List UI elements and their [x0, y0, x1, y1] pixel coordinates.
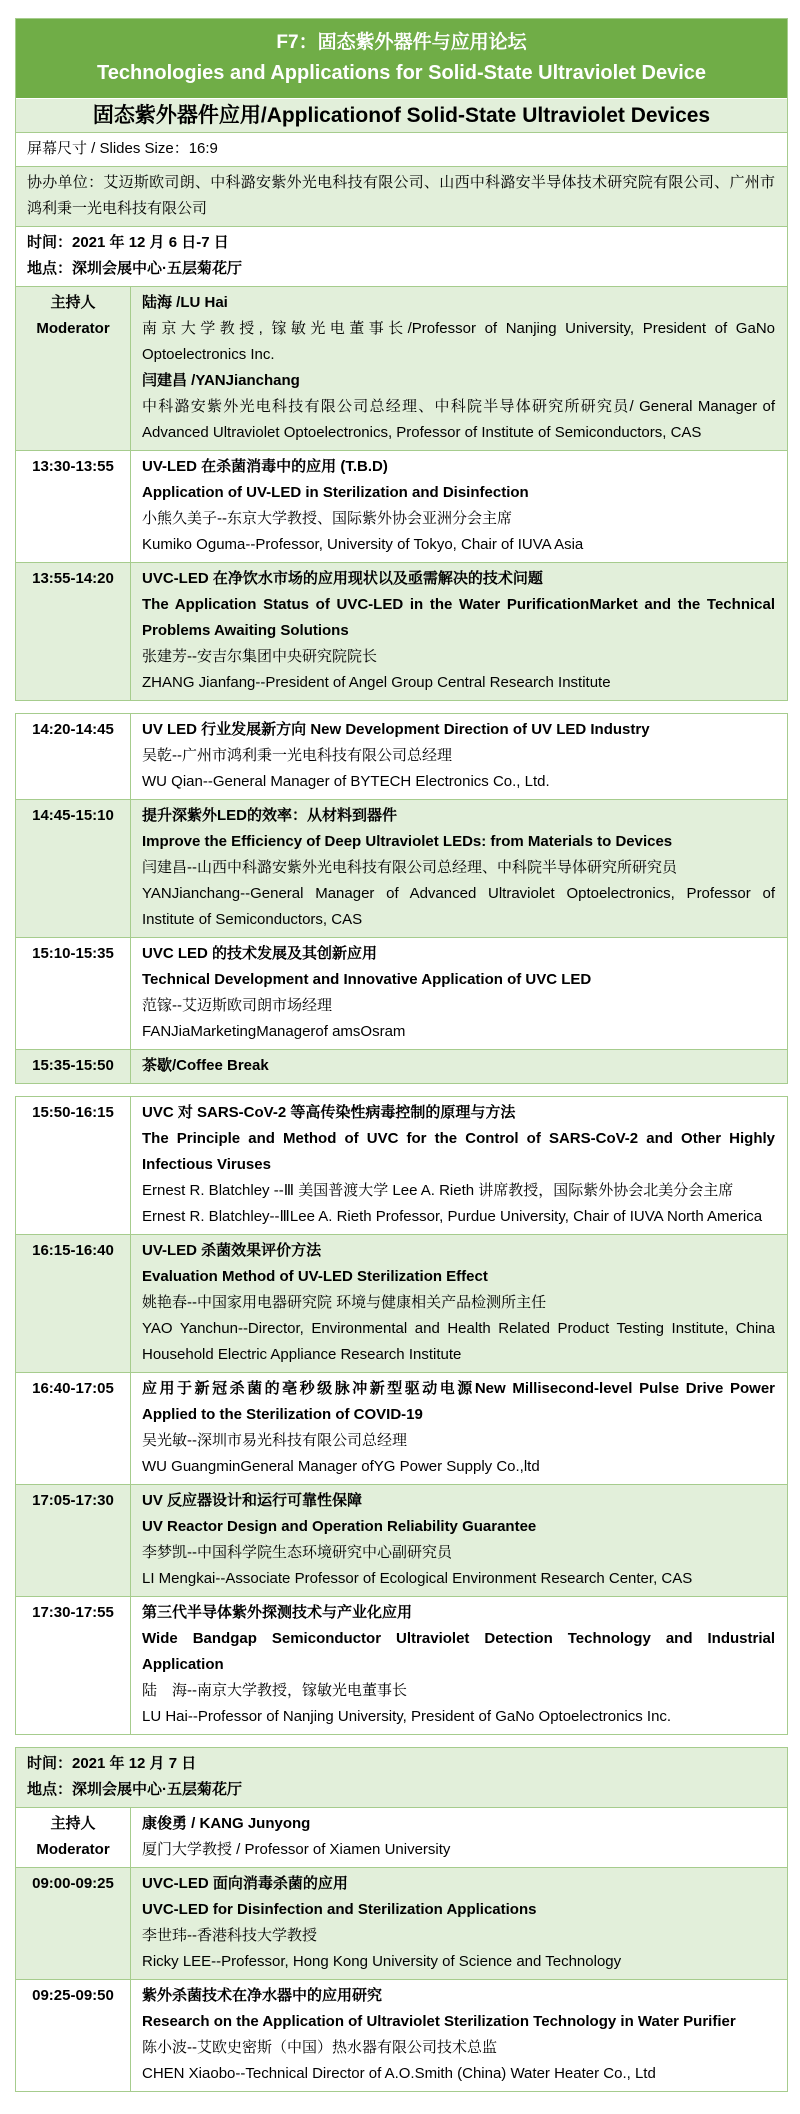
session-time	[16, 1050, 131, 1083]
session-row-16151640	[16, 1234, 787, 1372]
session-time-line: 13:55-14:20	[32, 570, 114, 587]
session-row-14201445	[16, 714, 787, 799]
session-content	[131, 1373, 787, 1484]
session-title-line: 第三代半导体紫外探测技术与产业化应用	[142, 1604, 413, 1621]
session-title-line: Technical Development and Innovative Application of UVC LED	[142, 971, 592, 988]
session-title-line: 紫外杀菌技术在净水器中的应用研究	[142, 1987, 383, 2004]
session-title-line: UV 反应器设计和运行可靠性保障	[142, 1492, 363, 1509]
session-content	[131, 1808, 787, 1867]
session-subtitle: 固态紫外器件应用/Applicationof Solid-State Ultraviolet Devices	[16, 98, 787, 132]
session-text-line: Ricky LEE--Professor, Hong Kong University of Science and Technology	[142, 1953, 622, 1970]
session-time-line: 14:20-14:45	[32, 721, 114, 738]
session-content	[131, 800, 787, 937]
session-time	[16, 563, 131, 700]
session-text-line: 中科潞安紫外光电科技有限公司总经理、中科院半导体研究所研究员/ General Manager of Advanced Ultraviolet Optoelectronics, Professor of Institute of Semiconductors, CAS	[142, 398, 775, 441]
session-content	[131, 1980, 787, 2091]
session-text-line: Ernest R. Blatchley --Ⅲ 美国普渡大学 Lee A. Rieth 讲席教授，国际紫外协会北美分会主席	[142, 1182, 734, 1199]
session-title-line: UVC-LED 面向消毒杀菌的应用	[142, 1875, 348, 1892]
session-title-line: 茶歇/Coffee Break	[142, 1057, 269, 1074]
session-content	[131, 1868, 787, 1979]
session-text-line: YANJianchang--General Manager of Advanced Ultraviolet Optoelectronics, Professor of Institute of Semiconductors, CAS	[142, 885, 775, 928]
session-time-line: 17:30-17:55	[32, 1604, 114, 1621]
session-title-line: UV Reactor Design and Operation Reliability Guarantee	[142, 1518, 537, 1535]
session-text-line: 南京大学教授, 镓敏光电董事长/Professor of Nanjing University, President of GaNo Optoelectronics Inc.	[142, 320, 775, 363]
session-text-line: 协办单位：艾迈斯欧司朗、中科潞安紫外光电科技有限公司、山西中科潞安半导体技术研究院有限公司、广州市鸿利秉一光电科技有限公司	[27, 174, 775, 217]
session-time	[16, 1097, 131, 1234]
session-title-line: 陆海 /LU Hai	[142, 294, 228, 311]
session-title-line: 地点：深圳会展中心·五层菊花厅	[27, 260, 242, 277]
session-title-line: UVC 对 SARS-CoV-2 等高传染性病毒控制的原理与方法	[142, 1104, 516, 1121]
info-row	[16, 166, 787, 226]
session-text-line: 屏幕尺寸 / Slides Size：16:9	[27, 140, 218, 157]
session-title-line: UV-LED 在杀菌消毒中的应用 (T.B.D)	[142, 458, 388, 475]
session-time	[16, 1235, 131, 1372]
session-row-15351550	[16, 1049, 787, 1083]
session-title-line: 时间：2021 年 12 月 6 日-7 日	[27, 234, 229, 251]
session-time	[16, 287, 131, 450]
session-title-line: UVC LED 的技术发展及其创新应用	[142, 945, 378, 962]
forum-title-en: Technologies and Applications for Solid-State Ultraviolet Device	[97, 62, 706, 84]
session-title-line: 应用于新冠杀菌的亳秒级脉冲新型驱动电源New Millisecond-level Pulse Drive Power Applied to the Sterilization of COVID-19	[142, 1380, 775, 1423]
session-title-line: Wide Bandgap Semiconductor Ultraviolet Detection Technology and Industrial Application	[142, 1630, 775, 1673]
session-content	[131, 1235, 787, 1372]
session-text-line: ZHANG Jianfang--President of Angel Group Central Research Institute	[142, 674, 611, 691]
info-row	[16, 226, 787, 286]
session-row-16401705	[16, 1372, 787, 1484]
session-time	[16, 1808, 131, 1867]
info-row	[16, 1748, 787, 1807]
session-content	[131, 1097, 787, 1234]
session-text-line: 张建芳--安吉尔集团中央研究院院长	[142, 648, 377, 665]
session-time	[16, 800, 131, 937]
session-content	[131, 938, 787, 1049]
session-text-line: 李梦凯--中国科学院生态环境研究中心副研究员	[142, 1544, 452, 1561]
session-text-line: 吴乾--广州市鸿利秉一光电科技有限公司总经理	[142, 747, 452, 764]
session-time-line: 15:35-15:50	[32, 1057, 114, 1074]
session-text-line: Kumiko Oguma--Professor, University of Tokyo, Chair of IUVA Asia	[142, 536, 584, 553]
moderator-row	[16, 1807, 787, 1867]
session-time-line: 17:05-17:30	[32, 1492, 114, 1509]
session-time-line: 主持人	[50, 294, 96, 311]
session-title-line: 提升深紫外LED的效率：从材料到器件	[142, 807, 398, 824]
session-time-line: Moderator	[36, 320, 110, 337]
session-title-line: 闫建昌 /YANJianchang	[142, 372, 300, 389]
session-text-line: 小熊久美子--东京大学教授、国际紫外协会亚洲分会主席	[142, 510, 512, 527]
session-content	[131, 1485, 787, 1596]
session-time-line: 14:45-15:10	[32, 807, 114, 824]
session-title-line: UV-LED 杀菌效果评价方法	[142, 1242, 322, 1259]
session-content	[131, 1597, 787, 1734]
session-time-line: Moderator	[36, 1841, 110, 1858]
session-title-line: Research on the Application of Ultraviolet Sterilization Technology in Water Purifier	[142, 2013, 736, 2030]
session-content	[131, 714, 787, 799]
session-text-line: FANJiaMarketingManagerof amsOsram	[142, 1023, 406, 1040]
schedule-table-day1-part2	[15, 713, 788, 1084]
session-time-line: 主持人	[50, 1815, 96, 1832]
session-text-line: Ernest R. Blatchley--ⅢLee A. Rieth Professor, Purdue University, Chair of IUVA North America	[142, 1208, 763, 1225]
session-title-line: The Principle and Method of UVC for the Control of SARS-CoV-2 and Other Highly Infectious Viruses	[142, 1130, 775, 1173]
forum-title-cn: F7：固态紫外器件与应用论坛	[276, 32, 527, 53]
session-text-line: LI Mengkai--Associate Professor of Ecological Environment Research Center, CAS	[142, 1570, 693, 1587]
session-text-line: YAO Yanchun--Director, Environmental and Health Related Product Testing Institute, China Household Electric Appliance Research Institute	[142, 1320, 775, 1363]
session-time-line: 15:10-15:35	[32, 945, 114, 962]
session-row-13551420	[16, 562, 787, 700]
session-title-line: Application of UV-LED in Sterilization and Disinfection	[142, 484, 529, 501]
session-title-line: The Application Status of UVC-LED in the Water PurificationMarket and the Technical Problems Awaiting Solutions	[142, 596, 775, 639]
session-time-line: 13:30-13:55	[32, 458, 114, 475]
info-content	[16, 133, 787, 166]
info-row	[16, 132, 787, 166]
session-title-line: 时间：2021 年 12 月 7 日	[27, 1755, 197, 1772]
session-title-line: UVC-LED for Disinfection and Sterilization Applications	[142, 1901, 537, 1918]
session-time	[16, 1868, 131, 1979]
schedule-table-day2	[15, 1747, 788, 2092]
session-time	[16, 451, 131, 562]
session-text-line: WU GuangminGeneral Manager ofYG Power Supply Co.,ltd	[142, 1458, 540, 1475]
session-text-line: 吴光敏--深圳市易光科技有限公司总经理	[142, 1432, 407, 1449]
session-title-line: UVC-LED 在净饮水市场的应用现状以及亟需解决的技术问题	[142, 570, 543, 587]
session-time	[16, 1373, 131, 1484]
session-time-line: 09:25-09:50	[32, 1987, 114, 2004]
session-content	[131, 451, 787, 562]
session-content	[131, 1050, 787, 1083]
session-title-line: 地点：深圳会展中心·五层菊花厅	[27, 1781, 242, 1798]
session-time	[16, 938, 131, 1049]
info-content	[16, 167, 787, 226]
session-row-15501615	[16, 1097, 787, 1234]
session-content	[131, 563, 787, 700]
moderator-row	[16, 286, 787, 450]
session-row-15101535	[16, 937, 787, 1049]
session-text-line: 范镓--艾迈斯欧司朗市场经理	[142, 997, 332, 1014]
session-text-line: 陈小波--艾欧史密斯（中国）热水器有限公司技术总监	[142, 2039, 497, 2056]
session-title-line: 康俊勇 / KANG Junyong	[142, 1815, 311, 1832]
info-content	[16, 1748, 787, 1807]
forum-header	[16, 19, 787, 98]
session-text-line: WU Qian--General Manager of BYTECH Electronics Co., Ltd.	[142, 773, 550, 790]
session-time-line: 09:00-09:25	[32, 1875, 114, 1892]
session-row-09000925	[16, 1867, 787, 1979]
session-text-line: CHEN Xiaobo--Technical Director of A.O.Smith (China) Water Heater Co., Ltd	[142, 2065, 656, 2082]
session-title-line: UV LED 行业发展新方向 New Development Direction of UV LED Industry	[142, 721, 650, 738]
schedule-table-day1-part1	[15, 18, 788, 701]
session-text-line: 厦门大学教授 / Professor of Xiamen University	[142, 1841, 451, 1858]
session-text-line: LU Hai--Professor of Nanjing University, President of GaNo Optoelectronics Inc.	[142, 1708, 672, 1725]
session-time	[16, 1980, 131, 2091]
session-row-17051730	[16, 1484, 787, 1596]
session-row-17301755	[16, 1596, 787, 1734]
session-text-line: 陆 海--南京大学教授，镓敏光电董事长	[142, 1682, 407, 1699]
schedule-table-day1-part3	[15, 1096, 788, 1735]
session-text-line: 李世玮--香港科技大学教授	[142, 1927, 317, 1944]
session-title-line: Evaluation Method of UV-LED Sterilization Effect	[142, 1268, 488, 1285]
session-time-line: 16:40-17:05	[32, 1380, 114, 1397]
session-text-line: 闫建昌--山西中科潞安紫外光电科技有限公司总经理、中科院半导体研究所研究员	[142, 859, 677, 876]
session-time	[16, 1485, 131, 1596]
session-row-09250950	[16, 1979, 787, 2091]
session-content	[131, 287, 787, 450]
info-content	[16, 227, 787, 286]
session-row-14451510	[16, 799, 787, 937]
session-text-line: 姚艳春--中国家用电器研究院 环境与健康相关产品检测所主任	[142, 1294, 547, 1311]
session-time	[16, 714, 131, 799]
session-time-line: 16:15-16:40	[32, 1242, 114, 1259]
session-time-line: 15:50-16:15	[32, 1104, 114, 1121]
session-row-13301355	[16, 450, 787, 562]
session-title-line: Improve the Efficiency of Deep Ultraviolet LEDs: from Materials to Devices	[142, 833, 673, 850]
session-time	[16, 1597, 131, 1734]
